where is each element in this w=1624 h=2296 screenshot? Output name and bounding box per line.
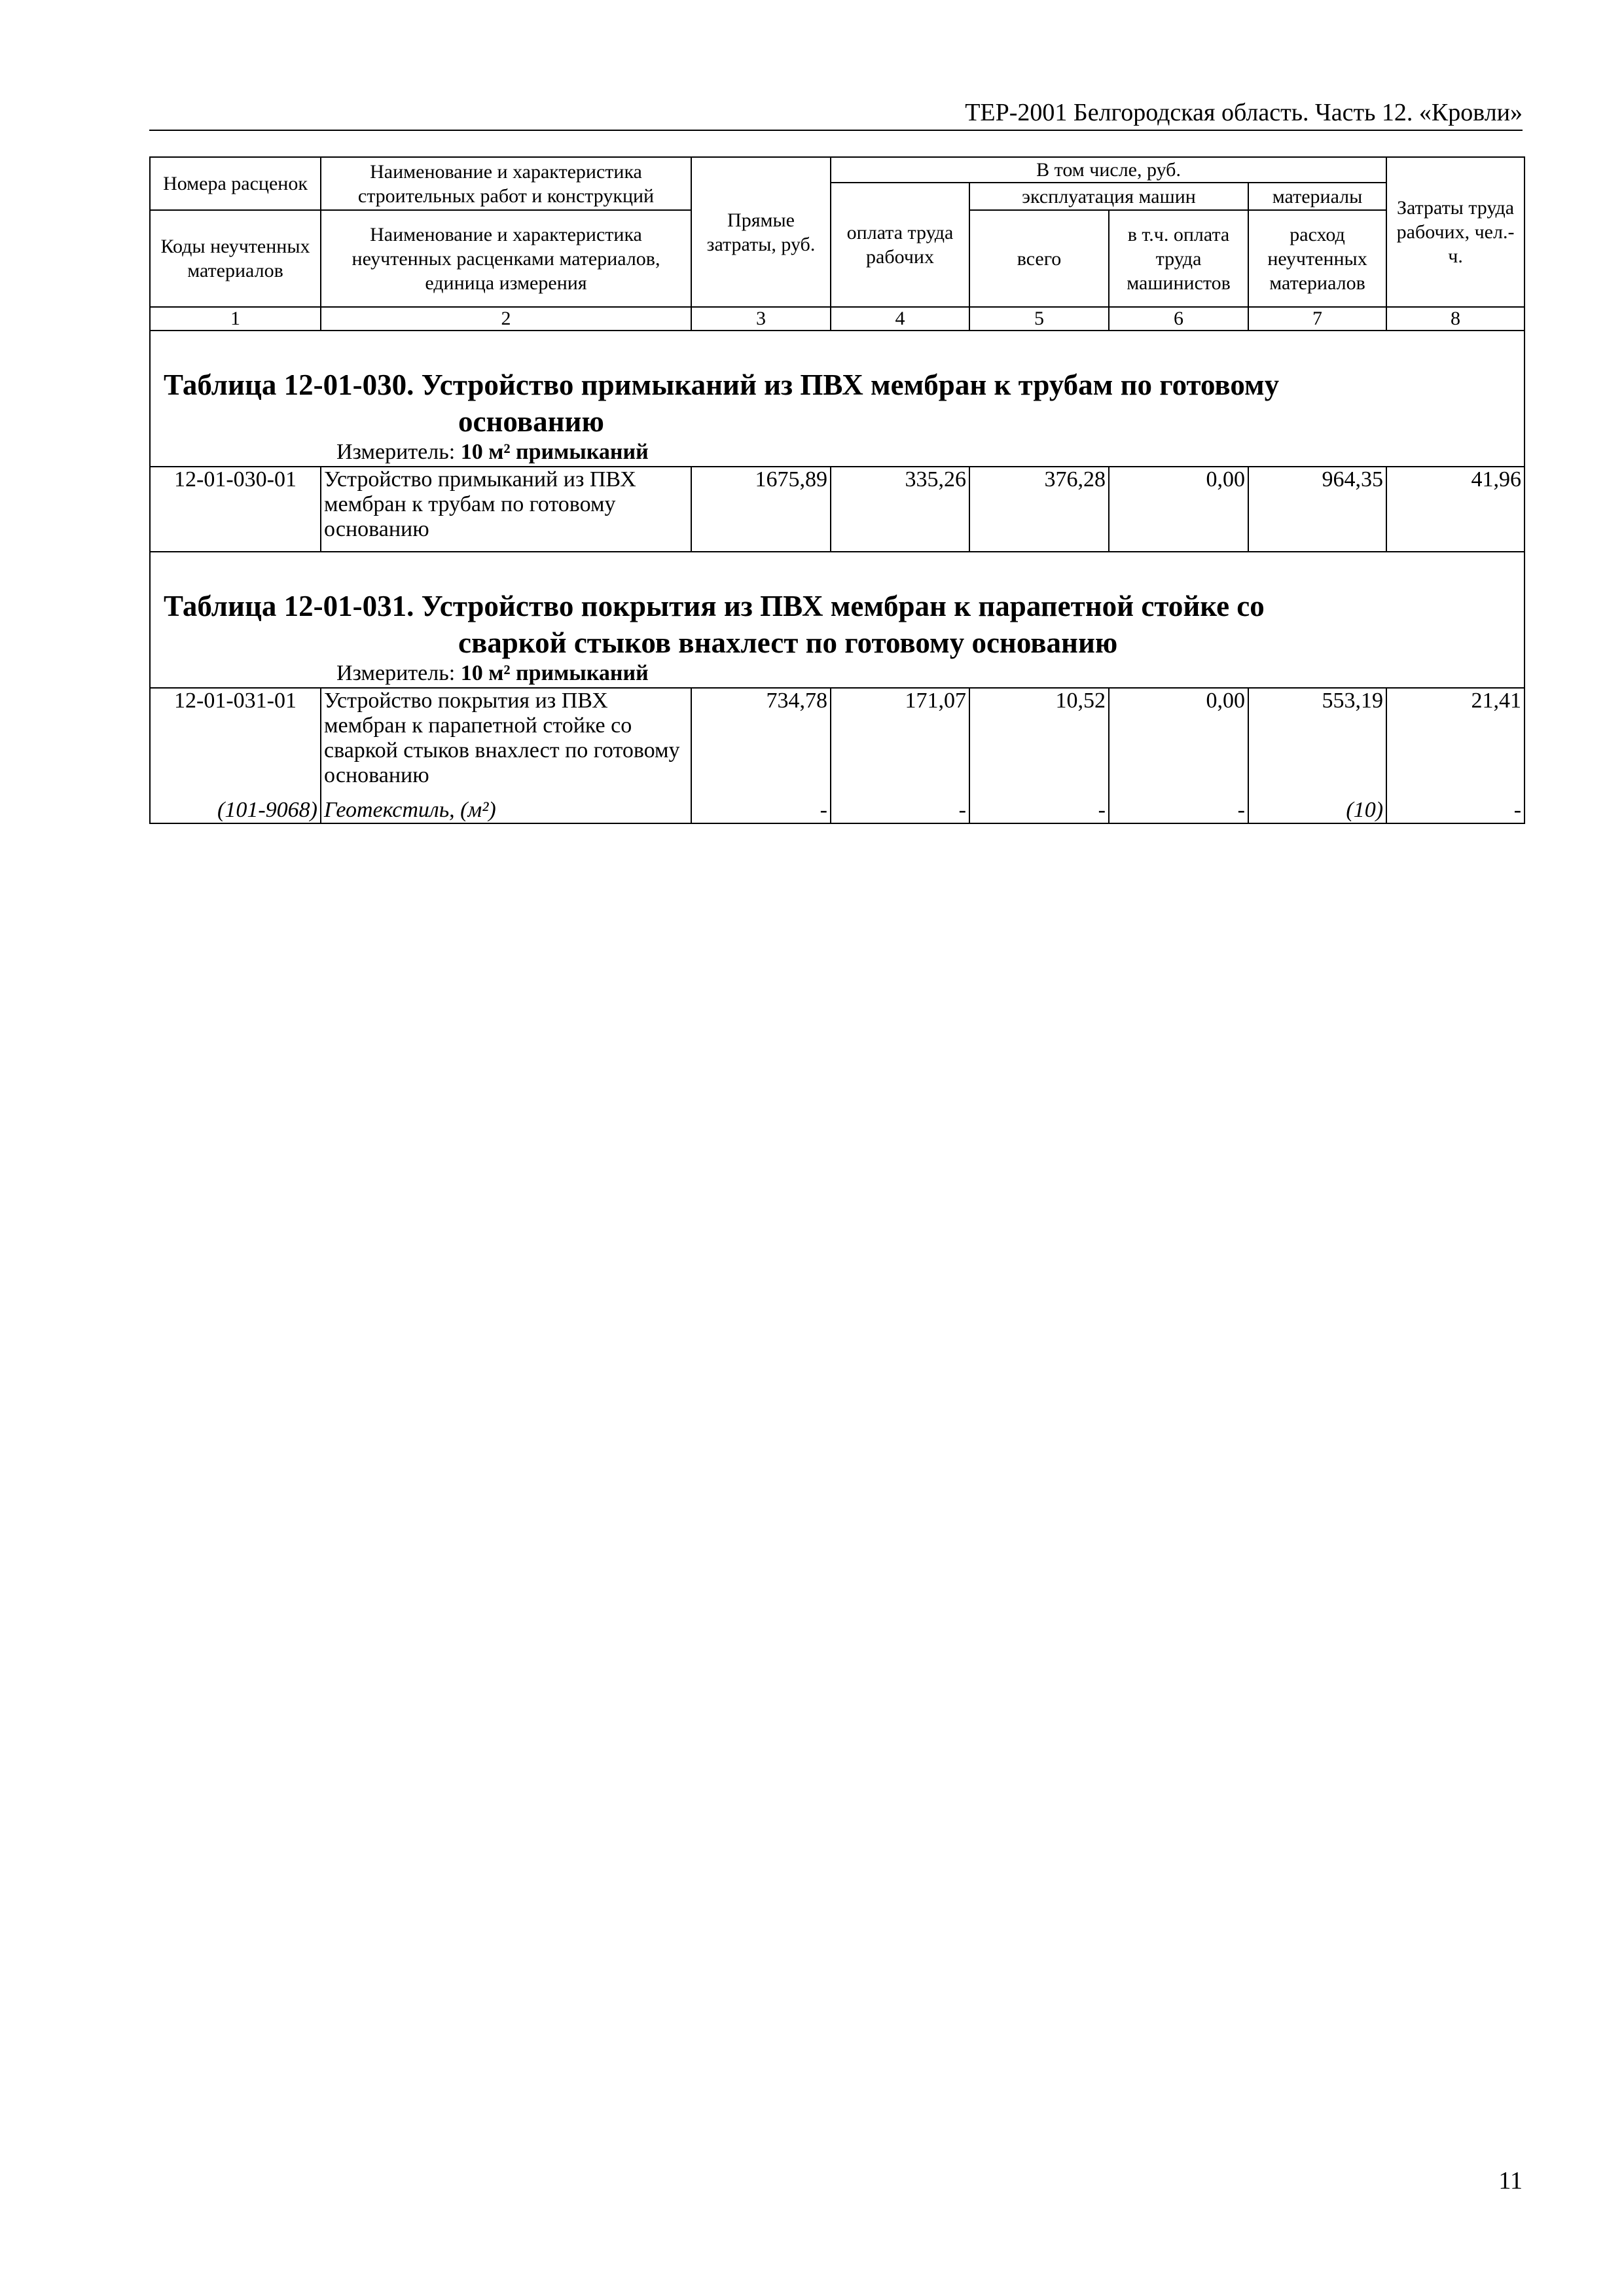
incl-header: В том числе, руб. [831,157,1386,183]
section-title-line2: сваркой стыков внахлест по готовому основанию [458,626,1118,659]
header-row-1 [150,157,1525,183]
section-title-line2: основанию [458,405,604,438]
column-number: 6 [1109,307,1248,331]
col3-header: Прямые затраты, руб. [691,157,831,307]
page-number: 11 [1498,2167,1523,2195]
measure-label: Измеритель: [336,661,456,685]
rate-code: 12-01-031-01 [150,688,321,798]
direct-cost: 1675,89 [691,467,831,552]
materials-cost: 964,35 [1248,467,1386,552]
labor-hours: 21,41 [1386,688,1525,798]
rate-name: Устройство покрытия из ПВХ мембран к парапетной стойке со сваркой стыков внахлест по готовому основанию [321,688,691,798]
measure-label: Измеритель: [336,440,456,464]
material-code: (101-9068) [150,798,321,823]
rate-row [150,688,1525,798]
direct-cost: 734,78 [691,688,831,798]
labor-cost: 171,07 [831,688,969,798]
col5-header: всего [969,210,1109,307]
section-heading-row [150,331,1525,467]
labor-hours: 41,96 [1386,467,1525,552]
col1-bottom-header: Коды неучтенных материалов [150,210,321,307]
column-number: 8 [1386,307,1525,331]
machines-cost: 376,28 [969,467,1109,552]
column-number: 5 [969,307,1109,331]
col6-header: в т.ч. оплата труда машинистов [1109,210,1248,307]
section-heading [150,331,1525,467]
measure-value: 10 м² примыканий [460,440,649,464]
rate-code: 12-01-030-01 [150,467,321,552]
col2-bottom-header: Наименование и характеристика неучтенных расценками материалов, единица измерения [321,210,691,307]
column-numbers-row [150,307,1525,331]
column-number: 4 [831,307,969,331]
column-number: 7 [1248,307,1386,331]
column-number: 2 [321,307,691,331]
material-labor: - [831,798,969,823]
measure-line [151,440,1524,466]
col1-top-header: Номера расценок [150,157,321,210]
col2-top-header: Наименование и характеристика строительных работ и конструкций [321,157,691,210]
machinists-cost: 0,00 [1109,688,1248,798]
page-header: ТЕР-2001 Белгородская область. Часть 12. «Кровли» [149,98,1523,131]
material-machines: - [969,798,1109,823]
section-heading-row [150,552,1525,688]
machines-header: эксплуатация машин [969,183,1248,210]
col7-header: расход неучтенных материалов [1248,210,1386,307]
material-machinists: - [1109,798,1248,823]
section-title-line1: Таблица 12-01-031. Устройство покрытия из ПВХ мембран к парапетной стойке со [164,590,1265,622]
material-hours: - [1386,798,1525,823]
rate-row [150,467,1525,552]
col4-header: оплата труда рабочих [831,183,969,307]
machines-cost: 10,52 [969,688,1109,798]
column-number: 3 [691,307,831,331]
material-direct: - [691,798,831,823]
materials-header: материалы [1248,183,1386,210]
material-row [150,798,1525,823]
measure-value: 10 м² примыканий [460,661,649,685]
measure-line [151,661,1524,687]
section-heading [150,552,1525,688]
material-quantity: (10) [1248,798,1386,823]
section-title [151,552,1524,661]
rate-name: Устройство примыканий из ПВХ мембран к трубам по готовому основанию [321,467,691,552]
rates-table [149,156,1525,824]
materials-cost: 553,19 [1248,688,1386,798]
material-name: Геотекстиль, (м²) [321,798,691,823]
column-number: 1 [150,307,321,331]
labor-cost: 335,26 [831,467,969,552]
section-title-line1: Таблица 12-01-030. Устройство примыканий из ПВХ мембран к трубам по готовому [164,368,1280,401]
col8-header: Затраты труда рабочих, чел.-ч. [1386,157,1525,307]
section-title [151,331,1524,440]
machinists-cost: 0,00 [1109,467,1248,552]
